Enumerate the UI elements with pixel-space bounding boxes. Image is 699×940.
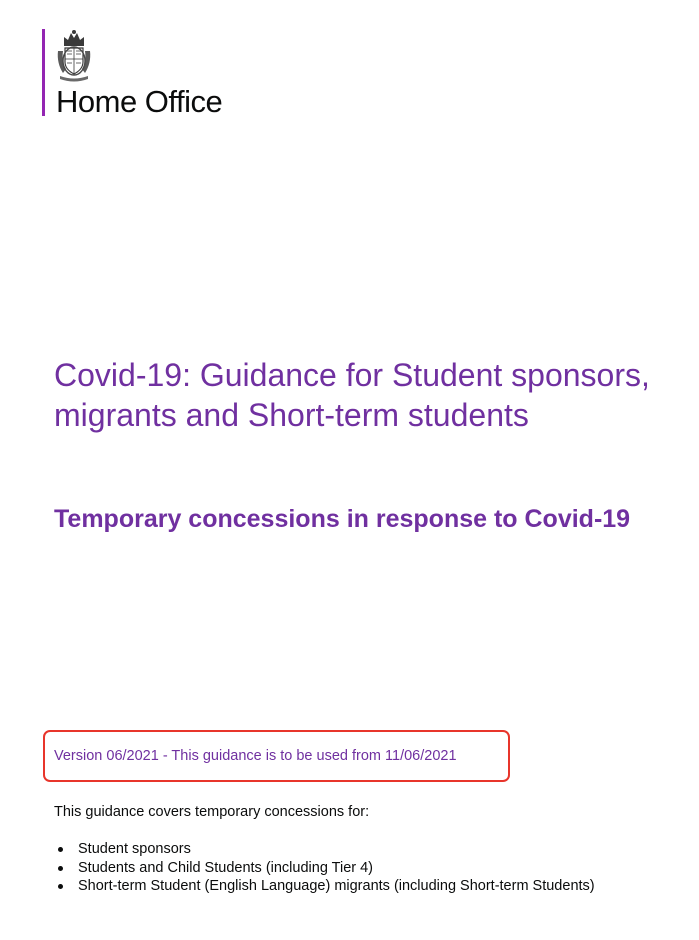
intro-text: This guidance covers temporary concessions for: [54,804,370,820]
list-item [54,840,595,859]
document-title: Covid-19: Guidance for Student sponsors, migrants and Short-term students [54,357,650,433]
concessions-list [54,840,595,896]
home-office-logo [42,29,262,117]
bullet-icon [58,866,63,871]
document-subtitle: Temporary concessions in response to Covid-19 [54,505,631,533]
version-notice: Version 06/2021 - This guidance is to be used from 11/06/2021 [54,748,457,764]
list-item [54,877,595,896]
list-item-text: Students and Child Students (including Tier 4) [78,859,374,876]
bullet-icon [58,847,63,852]
logo-brand-bar [42,29,45,116]
logo-wordmark: Home Office [56,84,223,119]
bullet-icon [58,884,63,889]
list-item [54,859,595,878]
royal-coat-of-arms-icon [56,29,92,83]
list-item-text: Short-term Student (English Language) migrants (including Short-term Students) [78,878,595,894]
list-item-text: Student sponsors [78,841,191,857]
